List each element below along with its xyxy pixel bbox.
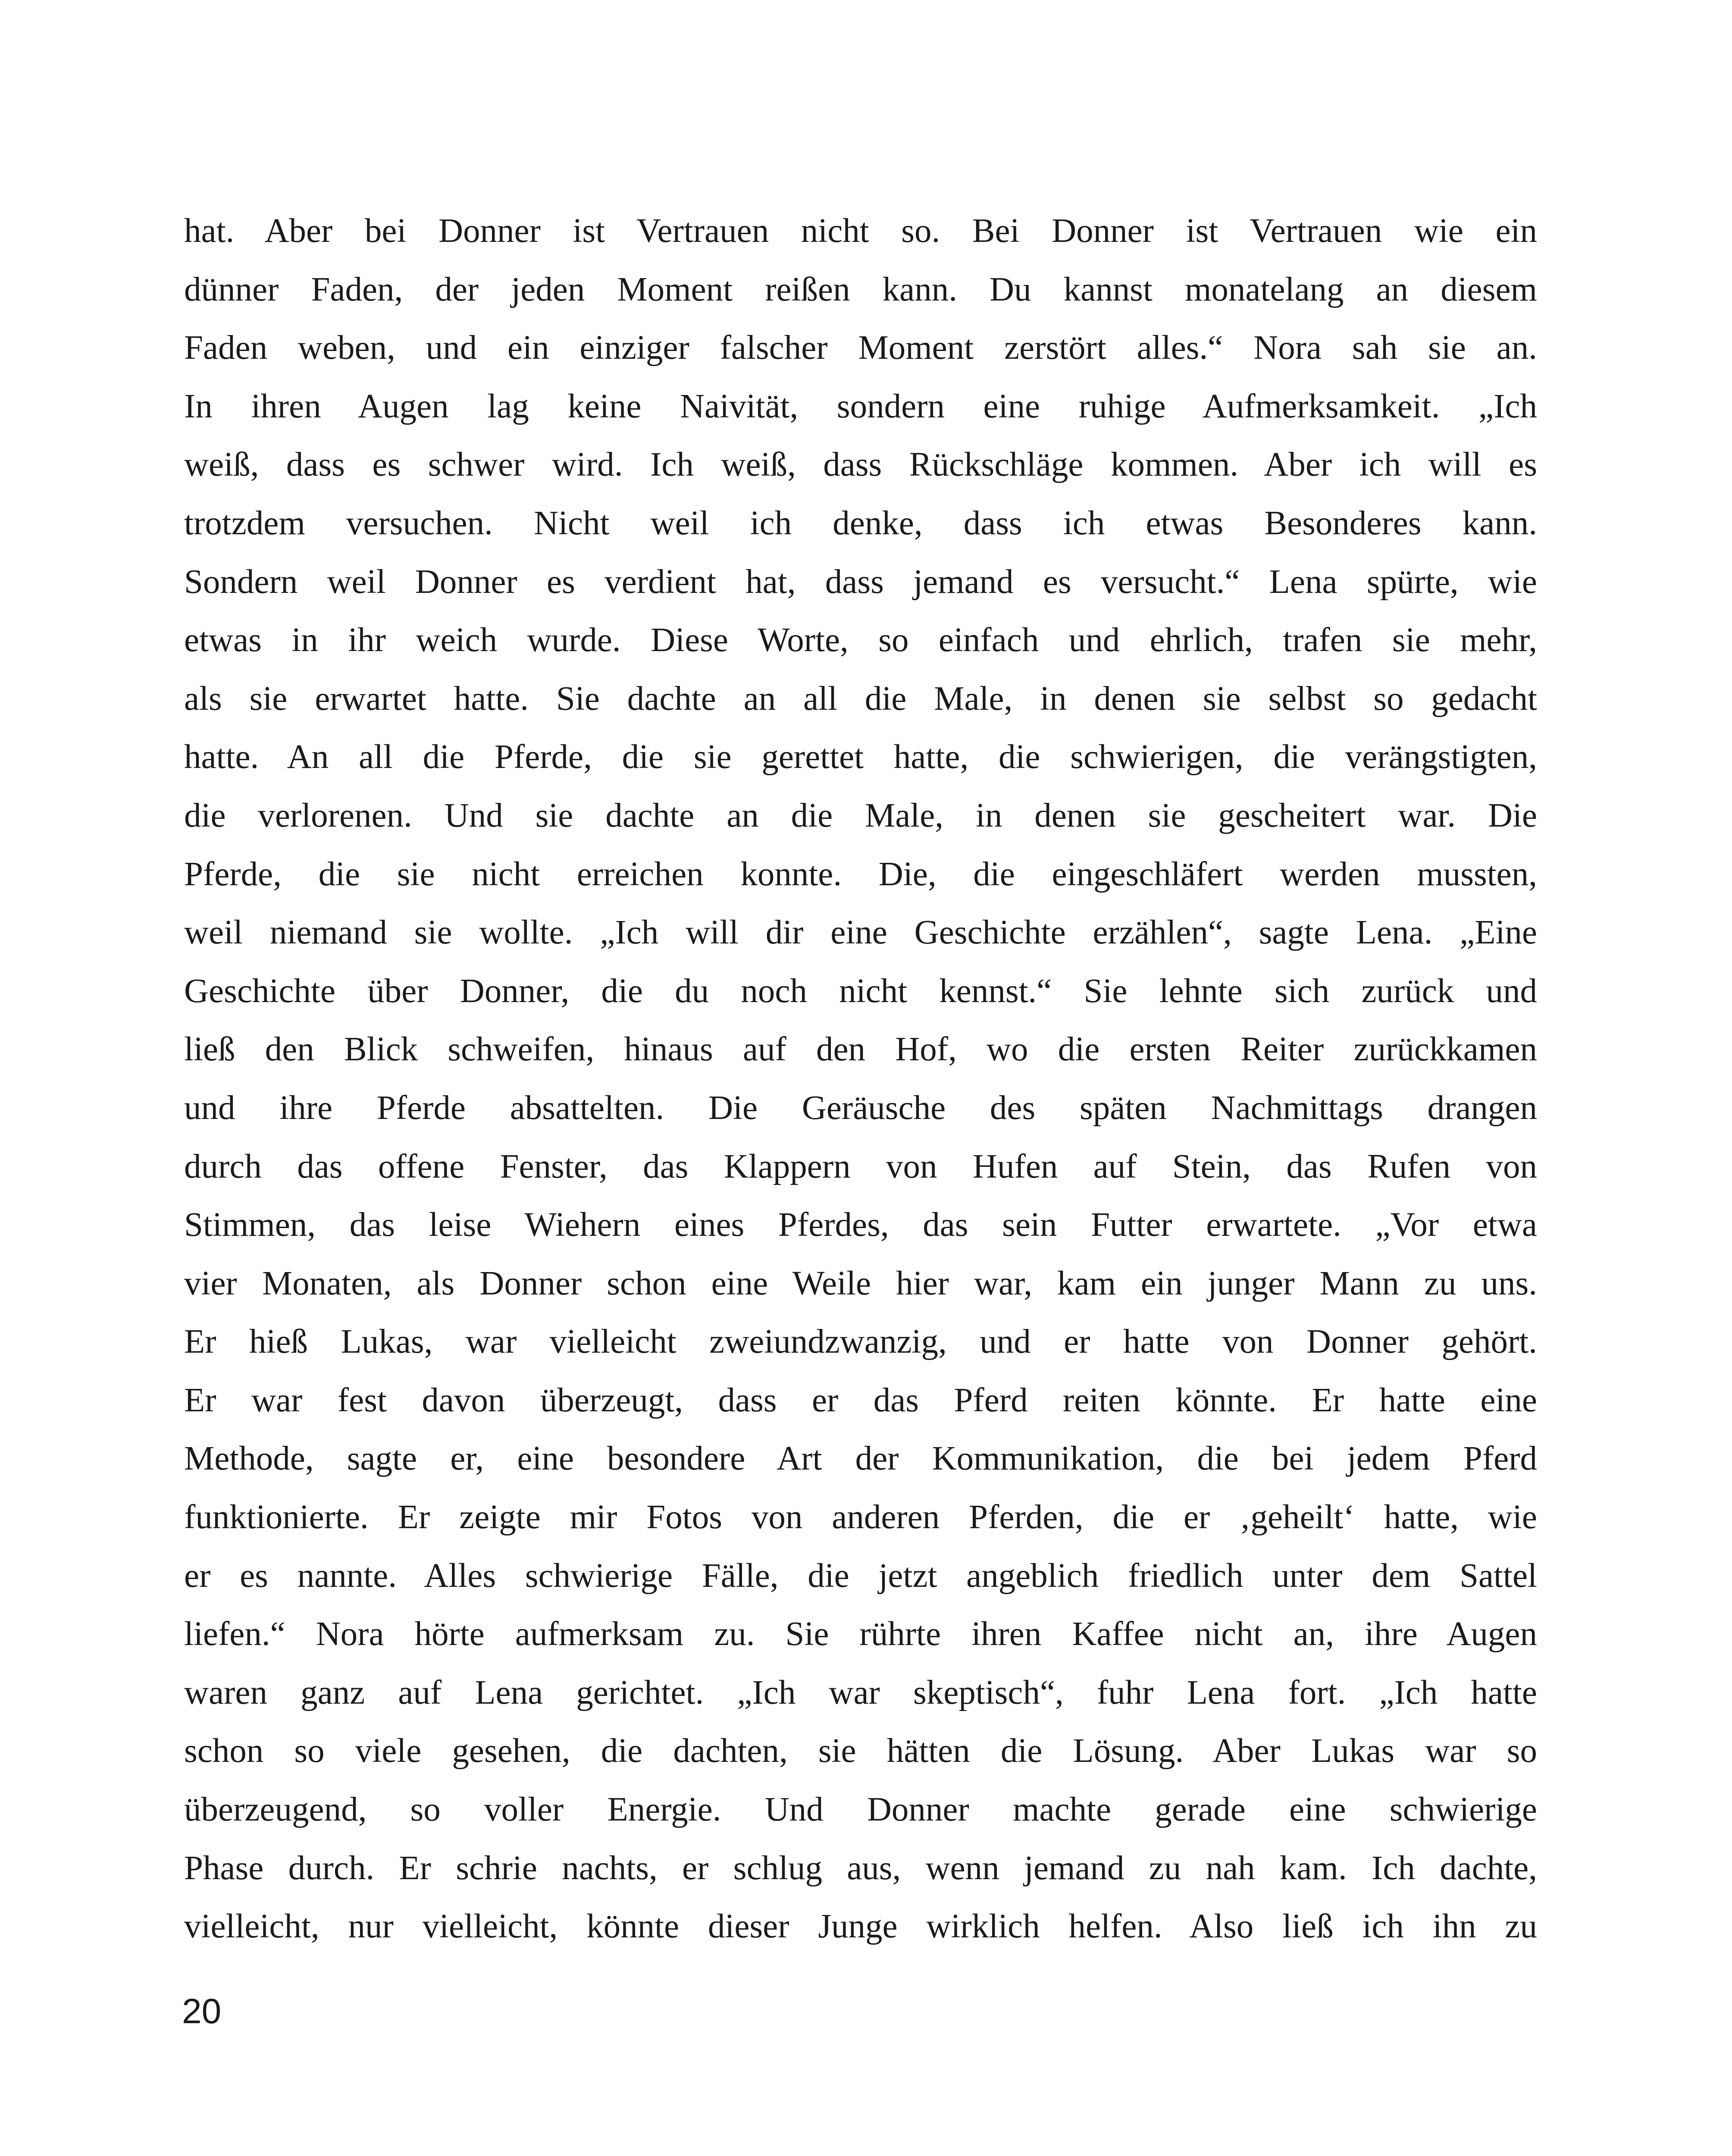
text-line: Er war fest davon überzeugt, dass er das Pferd reiten könnte. Er hatte eine [184,1381,1537,1419]
text-line: waren ganz auf Lena gerichtet. „Ich war skeptisch“, fuhr Lena fort. „Ich hatte [184,1673,1537,1711]
text-line: und ihre Pferde absattelten. Die Geräusche des späten Nachmittags drangen [184,1089,1537,1127]
text-line: weiß, dass es schwer wird. Ich weiß, dass Rückschläge kommen. Aber ich will es [184,446,1537,484]
text-line: trotzdem versuchen. Nicht weil ich denke, dass ich etwas Besonderes kann. [184,504,1537,542]
text-line: durch das offene Fenster, das Klappern von Hufen auf Stein, das Rufen von [184,1147,1537,1185]
text-line: liefen.“ Nora hörte aufmerksam zu. Sie rührte ihren Kaffee nicht an, ihre Augen [184,1615,1537,1653]
text-line: ließ den Blick schweifen, hinaus auf den Hof, wo die ersten Reiter zurückkamen [184,1031,1537,1069]
text-line: hat. Aber bei Donner ist Vertrauen nicht so. Bei Donner ist Vertrauen wie ein [184,212,1537,250]
text-line: Stimmen, das leise Wiehern eines Pferdes, das sein Futter erwartete. „Vor etwa [184,1206,1537,1244]
text-line: etwas in ihr weich wurde. Diese Worte, so einfach und ehrlich, trafen sie mehr, [184,621,1537,659]
body-text [184,202,1537,1956]
page-number: 20 [182,1992,222,2031]
text-line: Er hieß Lukas, war vielleicht zweiundzwanzig, und er hatte von Donner gehört. [184,1323,1537,1361]
text-line: als sie erwartet hatte. Sie dachte an all die Male, in denen sie selbst so gedacht [184,680,1537,718]
text-line: überzeugend, so voller Energie. Und Donner machte gerade eine schwierige [184,1791,1537,1829]
text-line: Pferde, die sie nicht erreichen konnte. Die, die eingeschläfert werden mussten, [184,855,1537,893]
text-line: hatte. An all die Pferde, die sie gerettet hatte, die schwierigen, die verängstigten, [184,738,1537,776]
text-line: die verlorenen. Und sie dachte an die Male, in denen sie gescheitert war. Die [184,796,1537,834]
text-line: dünner Faden, der jeden Moment reißen kann. Du kannst monatelang an diesem [184,270,1537,308]
text-line: Phase durch. Er schrie nachts, er schlug aus, wenn jemand zu nah kam. Ich dachte, [184,1849,1537,1887]
text-line: funktionierte. Er zeigte mir Fotos von anderen Pferden, die er ‚geheilt‘ hatte, wie [184,1498,1537,1536]
text-line: schon so viele gesehen, die dachten, sie hätten die Lösung. Aber Lukas war so [184,1732,1537,1770]
text-line: In ihren Augen lag keine Naivität, sondern eine ruhige Aufmerksamkeit. „Ich [184,387,1537,425]
text-line: Methode, sagte er, eine besondere Art der Kommunikation, die bei jedem Pferd [184,1440,1537,1478]
text-line: er es nannte. Alles schwierige Fälle, die jetzt angeblich friedlich unter dem Sattel [184,1557,1537,1595]
text-line: Geschichte über Donner, die du noch nicht kennst.“ Sie lehnte sich zurück und [184,972,1537,1010]
text-line: vier Monaten, als Donner schon eine Weile hier war, kam ein junger Mann zu uns. [184,1264,1537,1302]
text-line: vielleicht, nur vielleicht, könnte dieser Junge wirklich helfen. Also ließ ich ihn zu [184,1908,1537,1946]
text-line: Sondern weil Donner es verdient hat, dass jemand es versucht.“ Lena spürte, wie [184,563,1537,601]
text-line: Faden weben, und ein einziger falscher Moment zerstört alles.“ Nora sah sie an. [184,329,1537,367]
text-line: weil niemand sie wollte. „Ich will dir eine Geschichte erzählen“, sagte Lena. „Eine [184,914,1537,952]
